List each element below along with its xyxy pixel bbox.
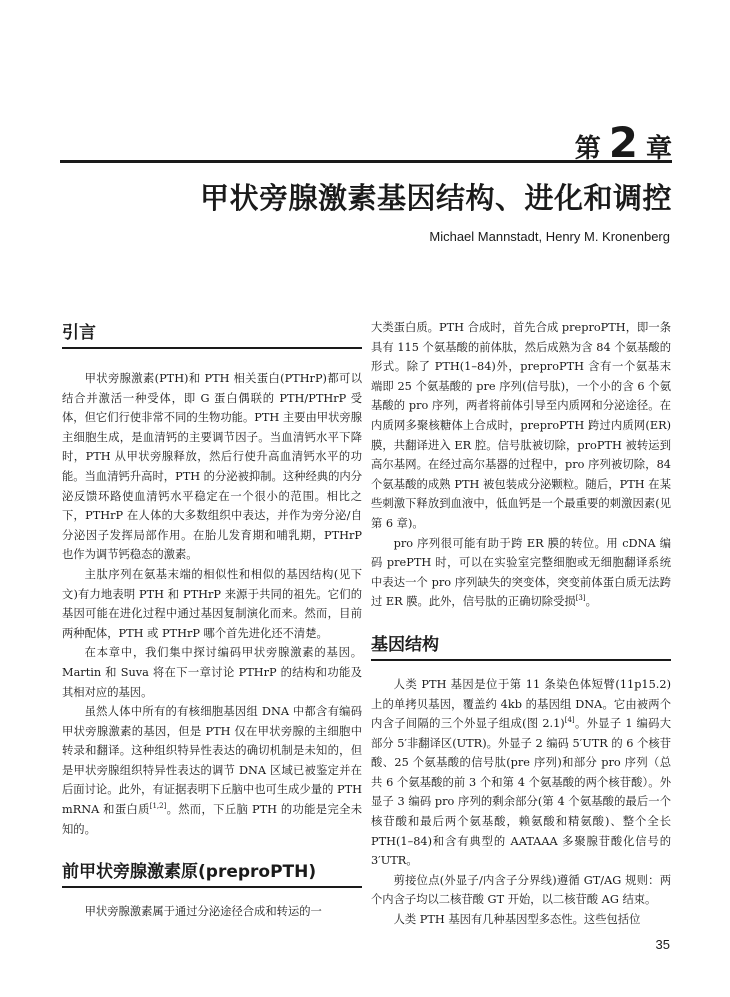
chapter-suffix: 章: [645, 134, 672, 164]
citation-3: [3]: [575, 594, 586, 603]
gene-structure-paragraph: [371, 675, 671, 871]
polymorphism-paragraph-start: 人类 PTH 基因有几种基因型多态性。这些包括位: [393, 913, 641, 927]
chapter-title: 甲状旁腺激素基因结构、进化和调控: [199, 181, 672, 215]
intro-paragraph-3: 在本章中，我们集中探讨编码甲状旁腺激素的基因。Martin 和 Suva 将在下一章讨论 PTHrP 的结构和功能及其相对应的基因。: [62, 646, 362, 699]
chapter-prefix: 第: [574, 134, 601, 164]
citation-1-2: [1,2]: [149, 802, 167, 811]
authors: Michael Mannstadt, Henry M. Kronenberg: [429, 229, 670, 244]
preproPTH-paragraph-continued: 大类蛋白质。PTH 合成时，首先合成 preproPTH，即一条具有 115 个氨基酸的前体肽，然后成熟为含 84 个氨基酸的形式。除了 PTH(1–84)外，preproPTH 含有一个氨基末端即 25 个氨基酸的 pre 序列(信号肽)，一个小的含 6 个氨基酸的 pro 序列，两者将前体引导至内质网和分泌途径。在内质网多聚核糖体上合成时，preproPTH 跨过内质网(ER)膜，共翻译进入 ER 腔。信号肽被切除，proPTH 被转运到高尔基网。在经过高尔基器的过程中，pro 序列被切除，84 个氨基酸的成熟 PTH 被包装成分泌颗粒。随后，PTH 在某些刺激下释放到血液中，低血钙是一个最重要的刺激因素(见第 6 章)。: [371, 321, 671, 530]
intro-paragraph-4-end: 。然而，下丘脑 PTH 的功能是完全未知的。: [62, 803, 363, 836]
left-column: [62, 318, 362, 922]
intro-paragraph-4-text: 虽然人体中所有的有核细胞基因组 DNA 中都含有编码甲状旁腺激素的基因，但是 PTH 仅在甲状旁腺的主细胞中转录和翻译。这种组织特异性表达的确切机制是未知的，但是甲状旁腺组织特异性表达的调节 DNA 区域已被鉴定并在后面讨论。此外，有证据表明下丘脑中也可生成少量的 PTH mRNA 和蛋白质: [62, 705, 362, 817]
citation-4: [4]: [564, 716, 575, 725]
page-number: 35: [655, 937, 670, 952]
right-column: [371, 318, 671, 930]
intro-paragraph-1: 甲状旁腺激素(PTH)和 PTH 相关蛋白(PTHrP)都可以结合并激活一种受体，即 G 蛋白偶联的 PTH/PTHrP 受体，但它们行使非常不同的生物功能。PTH 主要由甲状旁腺主细胞生成，是血清钙的主要调节因子。当血清钙水平下降时，PTH 从甲状旁腺释放，然后行使升高血清钙水平的功能。当血清钙升高时，PTH 的分泌被抑制。这种经典的内分泌反馈环路使血清钙水平稳定在一个很小的范围。相比之下，PTHrP 在人体的大多数组织中表达，并作为旁分泌/自分泌因子发挥局部作用。在胎儿发育期和哺乳期，PTHrP 也作为调节钙稳态的激素。: [62, 372, 362, 562]
section-heading-preproPTH: 前甲状旁腺激素原(preproPTH): [62, 857, 362, 888]
intro-paragraph-2: 主肽序列在氨基末端的相似性和相似的基因结构(见下文)有力地表明 PTH 和 PTHrP 来源于共同的祖先。它们的基因可能在进化过程中通过基因复制演化而来。然而，目前两种配体，PTH 或 PTHrP 哪个首先进化还不清楚。: [62, 567, 362, 640]
gene-structure-text-a: 人类 PTH 基因是位于第 11 条染色体短臂(11p15.2)上的单拷贝基因，覆盖约 4kb 的基因组 DNA。它由被两个内含子间隔的三个外显子组成(图 2.1): [371, 677, 671, 731]
section-heading-gene-structure: 基因结构: [371, 630, 671, 661]
pro-sequence-text: pro 序列很可能有助于跨 ER 膜的转位。用 cDNA 编码 prePTH 时，可以在实验室完整细胞或无细胞翻译系统中表达一个 pro 序列缺失的突变体，突变前体蛋白质无法跨过 ER 膜。此外，信号肽的正确切除受损: [371, 536, 671, 609]
header-rule: [60, 160, 672, 163]
splice-site-paragraph: 剪接位点(外显子/内含子分界线)遵循 GT/AG 规则：两个内含子均以二核苷酸 GT 开始，以二核苷酸 AG 结束。: [371, 873, 671, 907]
gene-structure-text-b: 。外显子 1 编码大部分 5′非翻译区(UTR)。外显子 2 编码 5′UTR 的 6 个核苷酸、25 个氨基酸的信号肽(pre 序列)和部分 pro 序列（总共 6 个氨基酸的前 3 个和第 4 个氨基酸的两个核苷酸）。外显子 3 编码 pro 序列的剩余部分(第 4 个氨基酸的最后一个核苷酸和最后两个氨基酸，赖氨酸和精氨酸)、整个全长 PTH(1–84)和含有典型的 AATAAA 多聚腺苷酸化信号的 3′UTR。: [371, 717, 672, 868]
intro-paragraph-4: [62, 702, 362, 839]
pro-sequence-end: 。: [585, 595, 597, 609]
preproPTH-paragraph-start: 甲状旁腺激素属于通过分泌途径合成和转运的一: [84, 905, 322, 919]
pro-sequence-paragraph: [371, 534, 671, 612]
chapter-number: 2: [608, 118, 638, 167]
section-heading-intro: 引言: [62, 318, 362, 349]
